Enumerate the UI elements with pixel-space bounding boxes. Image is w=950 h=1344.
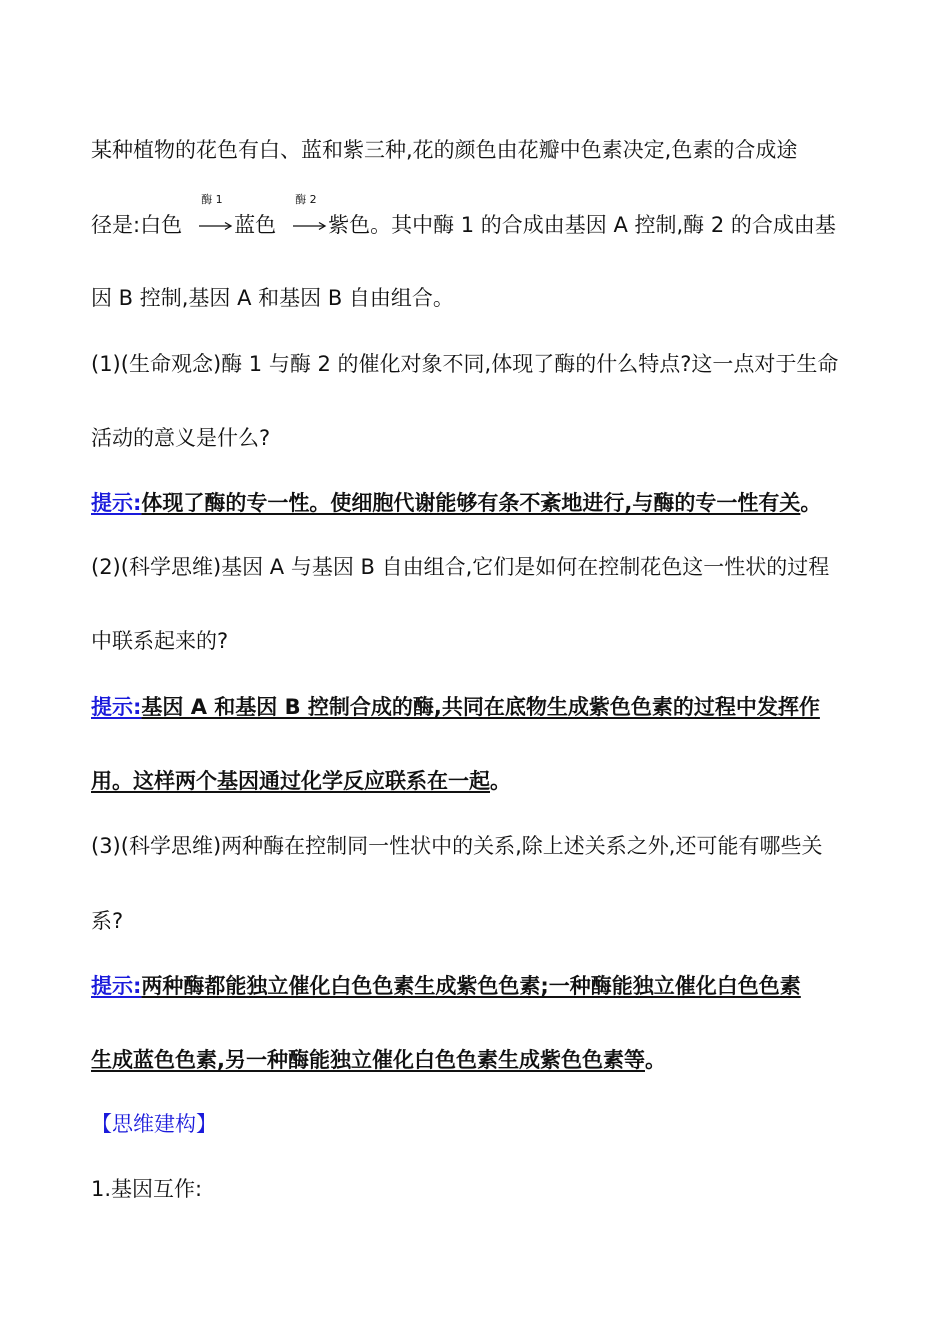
intro-line-1: 某种植物的花色有白、蓝和紫三种,花的颜色由花瓣中色素决定,色素的合成途 — [91, 138, 798, 162]
question-3-line-2: 系? — [91, 909, 124, 933]
answer-2-text-2: 用。这样两个基因通过化学反应联系在一起 — [91, 769, 490, 793]
answer-2-text-1: 基因 A 和基因 B 控制合成的酶,共同在底物生成紫色色素的过程中发挥作 — [141, 695, 820, 719]
hint-label: 提示: — [91, 974, 142, 998]
intro-line-2 — [91, 193, 861, 240]
question-2-line-2: 中联系起来的? — [91, 629, 229, 653]
answer-1-end: 。 — [800, 491, 822, 515]
answer-2-line-1 — [91, 692, 861, 722]
section-heading: 【思维建构】 — [91, 1112, 217, 1136]
intro-blue: 蓝色 — [234, 213, 277, 237]
question-1-line-2: 活动的意义是什么? — [91, 426, 271, 450]
answer-3-end: 。 — [644, 1048, 666, 1072]
enzyme2-label: 酶 2 — [295, 193, 317, 206]
intro-line-3: 因 B 控制,基因 A 和基因 B 自由组合。 — [91, 286, 454, 310]
answer-3-line-2 — [91, 1045, 861, 1075]
right-arrow-icon — [199, 221, 233, 231]
answer-2-line-2 — [91, 766, 861, 796]
intro-rest: 紫色。其中酶 1 的合成由基因 A 控制,酶 2 的合成由基 — [328, 213, 836, 237]
answer-1-text: 体现了酶的专一性。使细胞代谢能够有条不紊地进行,与酶的专一性有关 — [141, 491, 801, 515]
enzyme1-arrow — [199, 193, 233, 240]
item-1-gene-interaction: 1.基因互作: — [91, 1177, 203, 1201]
hint-label: 提示: — [91, 695, 142, 719]
answer-3-text-1: 两种酶都能独立催化白色色素生成紫色色素;一种酶能独立催化白色色素 — [141, 974, 801, 998]
question-1-line-1: (1)(生命观念)酶 1 与酶 2 的催化对象不同,体现了酶的什么特点?这一点对于生命 — [91, 352, 839, 376]
answer-2-end: 。 — [490, 769, 511, 793]
answer-1-line-1 — [91, 488, 861, 518]
enzyme1-label: 酶 1 — [201, 193, 223, 206]
answer-3-text-2: 生成蓝色色素,另一种酶能独立催化白色色素生成紫色色素等 — [91, 1048, 645, 1072]
intro-white: 径是:白色 — [91, 213, 183, 237]
question-2-line-1: (2)(科学思维)基因 A 与基因 B 自由组合,它们是如何在控制花色这一性状的过程 — [91, 555, 830, 579]
question-3-line-1: (3)(科学思维)两种酶在控制同一性状中的关系,除上述关系之外,还可能有哪些关 — [91, 834, 823, 858]
enzyme2-arrow — [293, 193, 327, 240]
answer-3-line-1 — [91, 971, 861, 1001]
right-arrow-icon — [293, 221, 327, 231]
hint-label: 提示: — [91, 491, 142, 515]
